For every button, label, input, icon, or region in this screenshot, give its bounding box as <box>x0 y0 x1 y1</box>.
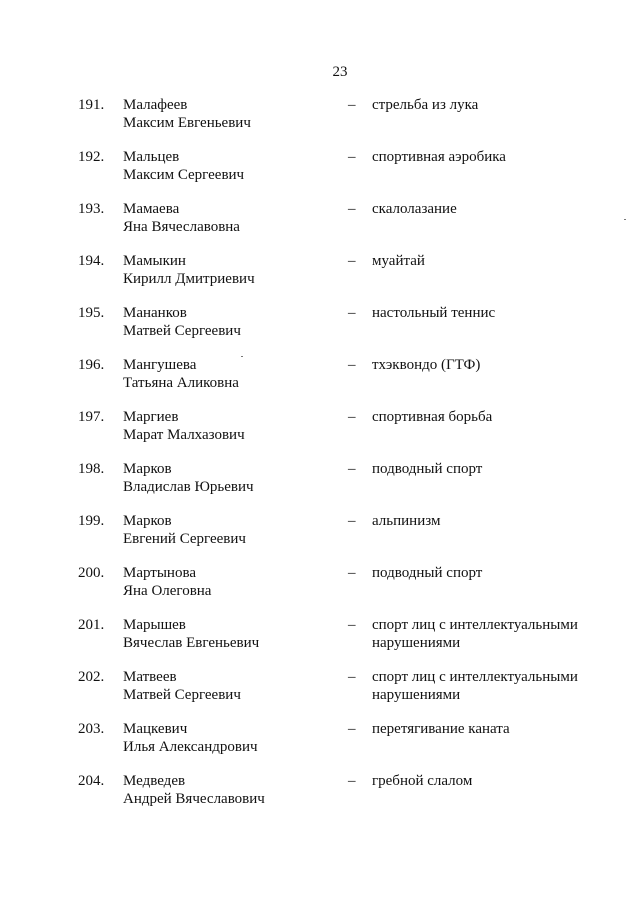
athlete-name <box>123 252 255 288</box>
sport-name: спортивная борьба <box>372 409 493 425</box>
scan-speck <box>624 219 626 220</box>
list-item <box>0 460 640 512</box>
athlete-given-names: Яна Олеговна <box>123 583 212 599</box>
entry-number: 202. <box>78 669 105 685</box>
athlete-name <box>123 512 246 548</box>
list-item <box>0 512 640 564</box>
entry-number: 203. <box>78 721 105 737</box>
dash-separator: – <box>348 513 356 529</box>
athlete-name <box>123 356 239 392</box>
sport-name: перетягивание каната <box>372 721 510 737</box>
athlete-surname: Мамаева <box>123 201 180 217</box>
list-item <box>0 96 640 148</box>
dash-separator: – <box>348 149 356 165</box>
athlete-name <box>123 148 244 184</box>
list-item <box>0 148 640 200</box>
page-number: 23 <box>332 64 348 80</box>
dash-separator: – <box>348 253 356 269</box>
athlete-given-names: Матвей Сергеевич <box>123 687 241 703</box>
athlete-surname: Матвеев <box>123 669 177 685</box>
athlete-given-names: Марат Малхазович <box>123 427 245 443</box>
entry-number: 198. <box>78 461 105 477</box>
athlete-name <box>123 408 245 444</box>
athlete-surname: Медведев <box>123 773 186 789</box>
sport-name: гребной слалом <box>372 773 473 789</box>
athlete-name <box>123 720 258 756</box>
entry-list <box>0 96 640 824</box>
sport-name: стрельба из лука <box>372 97 479 113</box>
athlete-given-names: Илья Александрович <box>123 739 258 755</box>
entry-number: 194. <box>78 253 105 269</box>
dash-separator: – <box>348 617 356 633</box>
list-item <box>0 616 640 668</box>
entry-number: 200. <box>78 565 105 581</box>
list-item <box>0 356 640 408</box>
entry-number: 193. <box>78 201 105 217</box>
entry-number: 192. <box>78 149 105 165</box>
dash-separator: – <box>348 773 356 789</box>
sport-name: спорт лиц с интеллектуальными нарушениями <box>372 669 578 703</box>
list-item <box>0 668 640 720</box>
athlete-surname: Мацкевич <box>123 721 188 737</box>
athlete-surname: Мамыкин <box>123 253 186 269</box>
athlete-given-names: Максим Сергеевич <box>123 167 245 183</box>
list-item <box>0 720 640 772</box>
athlete-name <box>123 616 259 652</box>
sport-name: спортивная аэробика <box>372 149 506 165</box>
athlete-surname: Марышев <box>123 617 186 633</box>
entry-number: 201. <box>78 617 105 633</box>
list-item <box>0 304 640 356</box>
entry-number: 197. <box>78 409 105 425</box>
athlete-given-names: Вячеслав Евгеньевич <box>123 635 260 651</box>
entry-number: 199. <box>78 513 105 529</box>
athlete-surname: Марков <box>123 461 172 477</box>
athlete-name <box>123 564 211 600</box>
entry-number: 196. <box>78 357 105 373</box>
athlete-surname: Мананков <box>123 305 187 321</box>
athlete-name <box>123 460 254 496</box>
entry-number: 195. <box>78 305 105 321</box>
dash-separator: – <box>348 565 356 581</box>
dash-separator: – <box>348 97 356 113</box>
athlete-surname: Мартынова <box>123 565 197 581</box>
athlete-given-names: Максим Евгеньевич <box>123 115 251 131</box>
sport-name: скалолазание <box>372 201 457 217</box>
sport-name: тхэквондо (ГТФ) <box>372 357 481 373</box>
athlete-given-names: Евгений Сергеевич <box>123 531 246 547</box>
athlete-surname: Марков <box>123 513 172 529</box>
athlete-surname: Малафеев <box>123 97 188 113</box>
sport-name: настольный теннис <box>372 305 496 321</box>
sport-name: подводный спорт <box>372 565 483 581</box>
athlete-name <box>123 200 240 236</box>
scan-speck <box>241 356 243 357</box>
athlete-given-names: Кирилл Дмитриевич <box>123 271 255 287</box>
athlete-surname: Мангушева <box>123 357 197 373</box>
athlete-given-names: Татьяна Аликовна <box>123 375 239 391</box>
entry-number: 191. <box>78 97 105 113</box>
list-item <box>0 200 640 252</box>
list-item <box>0 252 640 304</box>
dash-separator: – <box>348 461 356 477</box>
dash-separator: – <box>348 721 356 737</box>
athlete-surname: Мальцев <box>123 149 180 165</box>
sport-name: подводный спорт <box>372 461 483 477</box>
dash-separator: – <box>348 357 356 373</box>
athlete-given-names: Матвей Сергеевич <box>123 323 241 339</box>
athlete-name <box>123 96 251 132</box>
list-item <box>0 772 640 824</box>
athlete-given-names: Яна Вячеславовна <box>123 219 240 235</box>
athlete-given-names: Владислав Юрьевич <box>123 479 254 495</box>
dash-separator: – <box>348 409 356 425</box>
sport-name: спорт лиц с интеллектуальными нарушениями <box>372 617 578 651</box>
sport-name: альпинизм <box>372 513 441 529</box>
sport-name: муайтай <box>372 253 425 269</box>
athlete-surname: Маргиев <box>123 409 179 425</box>
athlete-name <box>123 304 241 340</box>
list-item <box>0 564 640 616</box>
entry-number: 204. <box>78 773 105 789</box>
athlete-given-names: Андрей Вячеславович <box>123 791 265 807</box>
dash-separator: – <box>348 201 356 217</box>
athlete-name <box>123 668 241 704</box>
dash-separator: – <box>348 669 356 685</box>
dash-separator: – <box>348 305 356 321</box>
athlete-name <box>123 772 265 808</box>
list-item <box>0 408 640 460</box>
